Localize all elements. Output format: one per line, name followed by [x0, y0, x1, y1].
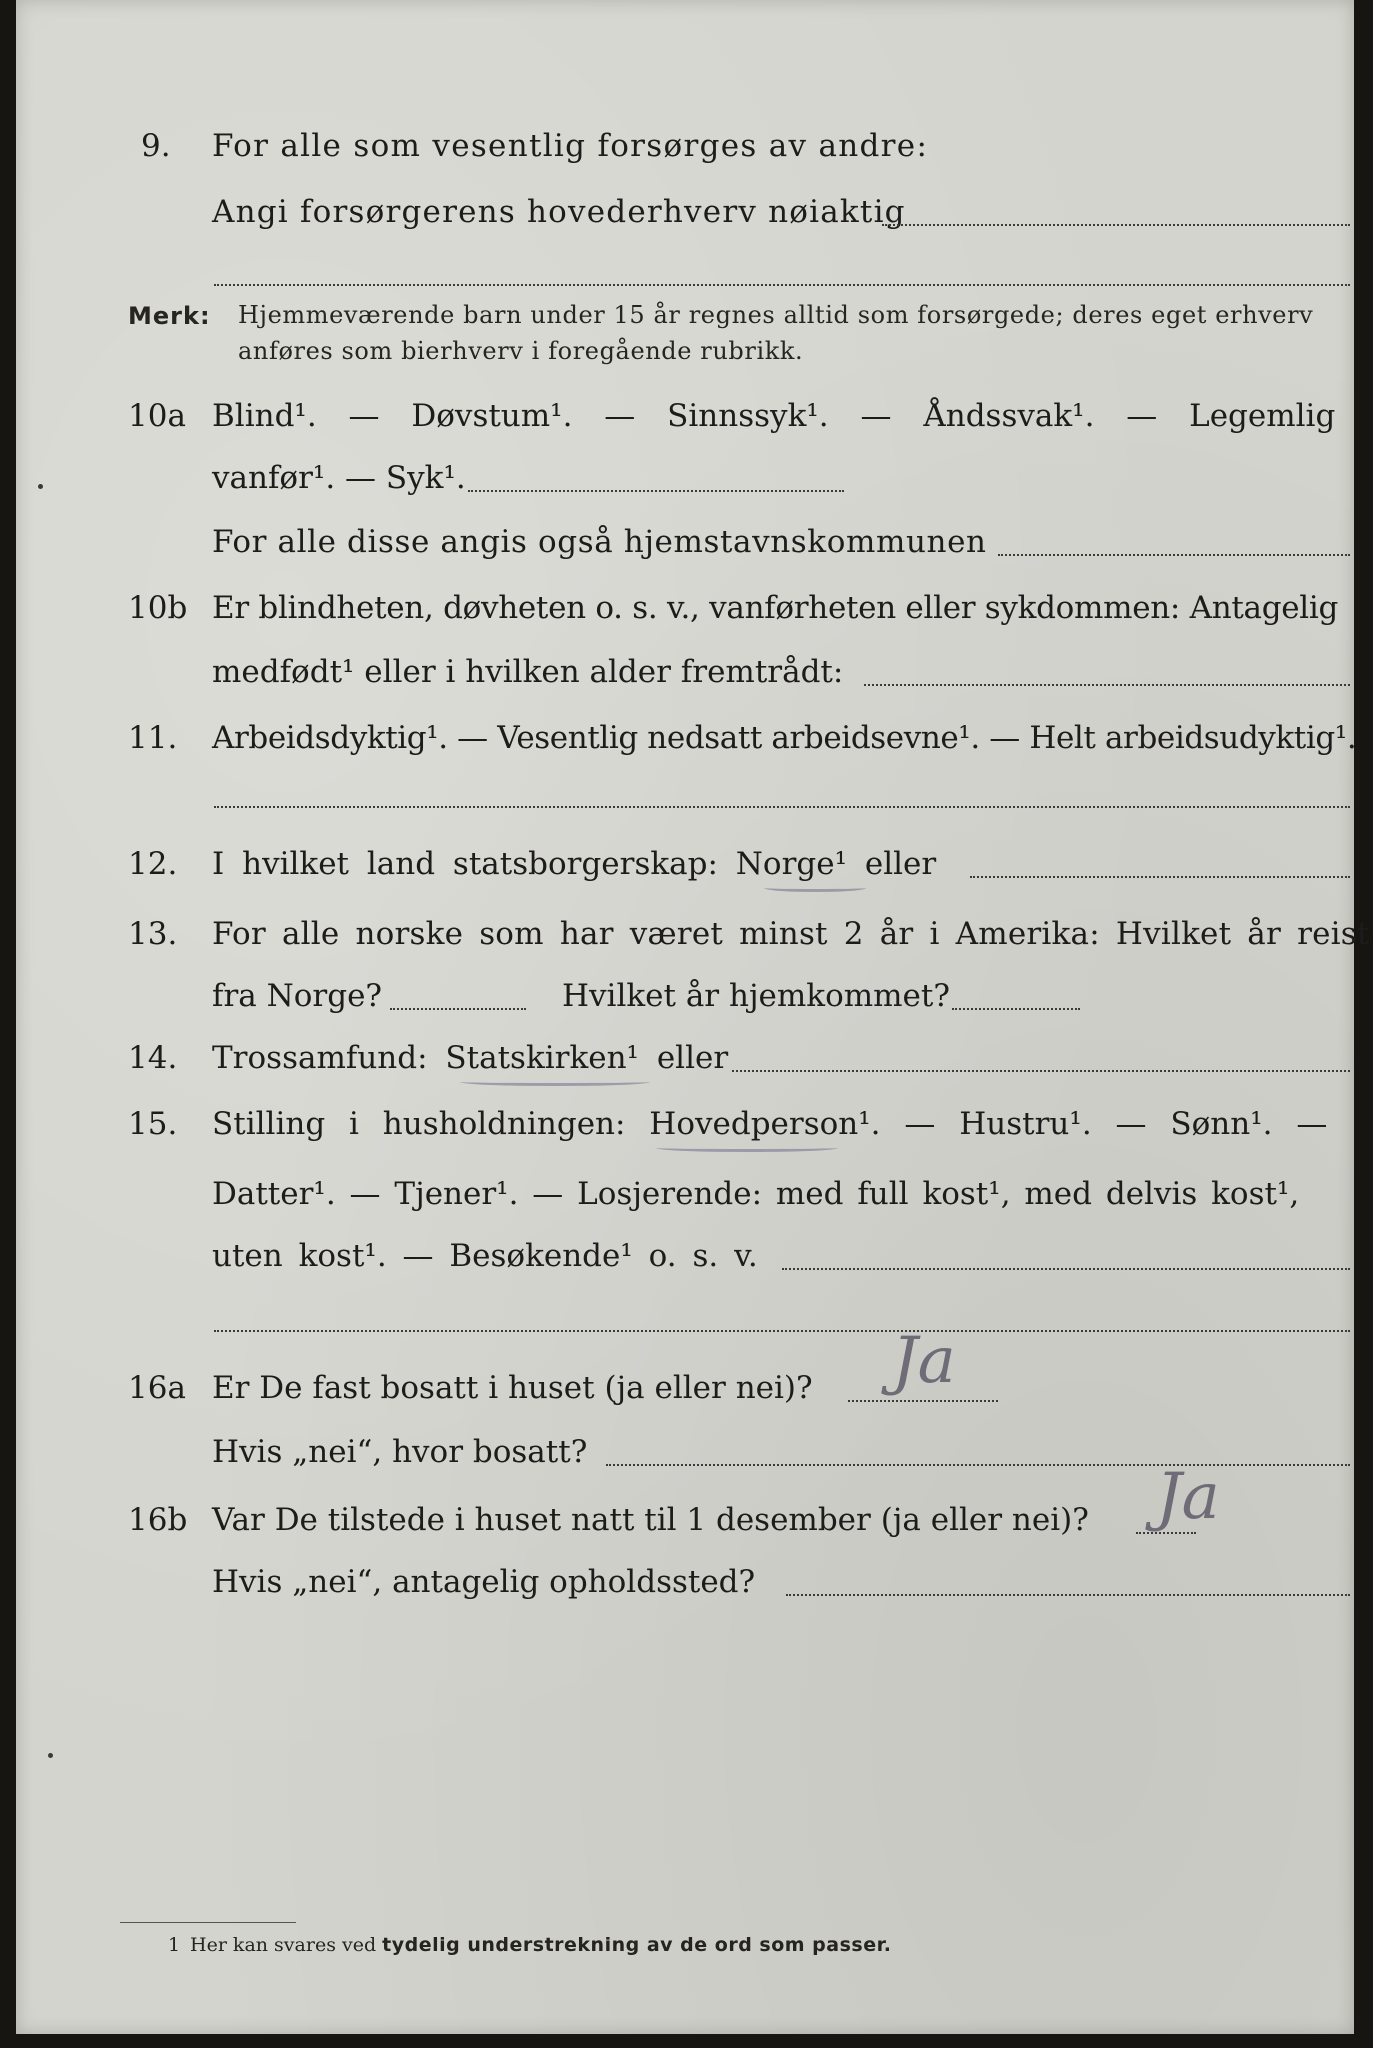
- merk-line2: anføres som bierhverv i foregående rubrikk.: [238, 337, 804, 365]
- q11-answer-line[interactable]: [214, 806, 1350, 808]
- q15-line2: Datter¹. — Tjener¹. — Losjerende: med full kost¹, med delvis kost¹,: [212, 1176, 1300, 1212]
- q11-line1: Arbeidsdyktig¹. — Vesentlig nedsatt arbeidsevne¹. — Helt arbeidsudyktig¹.: [212, 720, 1357, 756]
- q10a-line3: For alle disse angis også hjemstavnskommunen: [212, 524, 987, 560]
- q16a-handwritten-answer: Ja: [892, 1324, 956, 1398]
- q15-number: 15.: [128, 1106, 178, 1142]
- q16b-handwritten-answer: Ja: [1156, 1460, 1220, 1534]
- q16a-line1: Er De fast bosatt i huset (ja eller nei)?: [212, 1370, 813, 1406]
- merk-line1: Hjemmeværende barn under 15 år regnes alltid som forsørgede; deres eget erhverv: [238, 301, 1314, 329]
- q9-answer-line-2[interactable]: [214, 284, 1350, 286]
- q10b-line1: Er blindheten, døvheten o. s. v., vanførheten eller sykdommen: Antagelig: [212, 590, 1339, 626]
- q14-line1: Trossamfund: Statskirken¹ eller: [212, 1040, 729, 1076]
- margin-speck: [38, 484, 43, 489]
- q15-answer-line-2[interactable]: [214, 1330, 1350, 1332]
- q14-number: 14.: [128, 1040, 178, 1076]
- q10a-number: 10a: [128, 398, 186, 434]
- q9-line1: For alle som vesentlig forsørges av andre:: [212, 128, 929, 164]
- q15-line1: Stilling i husholdningen: Hovedperson¹. — Hustru¹. — Sønn¹. —: [212, 1106, 1328, 1142]
- q11-number: 11.: [128, 720, 178, 756]
- q10b-number: 10b: [128, 590, 188, 626]
- q10a-hjemstavn-answer-line[interactable]: [998, 554, 1350, 556]
- q16b-line2: Hvis „nei“, antagelig opholdssted?: [212, 1564, 756, 1600]
- margin-speck: [48, 1753, 53, 1758]
- q16a-line2: Hvis „nei“, hvor bosatt?: [212, 1434, 588, 1470]
- q9-line2: Angi forsørgerens hovederhverv nøiaktig: [212, 194, 906, 230]
- q10b-line2: medfødt¹ eller i hvilken alder fremtrådt:: [212, 654, 844, 690]
- q13-line1: For alle norske som har været minst 2 år i Amerika: Hvilket år reist: [212, 916, 1370, 952]
- footnote-text-bold: tydelig understrekning av de ord som passer.: [382, 1934, 892, 1956]
- q12-line1: I hvilket land statsborgerskap: Norge¹ eller: [212, 846, 937, 882]
- q10a-line1: Blind¹. — Døvstum¹. — Sinnssyk¹. — Åndssvak¹. — Legemlig: [212, 398, 1336, 434]
- q16b-line1: Var De tilstede i huset natt til 1 desember (ja eller nei)?: [212, 1502, 1089, 1538]
- q13-reist-answer-line[interactable]: [390, 1008, 526, 1010]
- q13-line2b: Hvilket år hjemkommet?: [562, 978, 950, 1014]
- q9-answer-line[interactable]: [882, 224, 1350, 226]
- q13-hjemkommet-answer-line[interactable]: [952, 1008, 1080, 1010]
- footnote-text-plain: Her kan svares ved: [190, 1934, 377, 1956]
- merk-label: Merk:: [128, 302, 211, 330]
- census-form-page: [16, 0, 1370, 2034]
- q13-number: 13.: [128, 916, 178, 952]
- q10b-answer-line[interactable]: [864, 684, 1350, 686]
- q15-answer-line[interactable]: [782, 1268, 1350, 1270]
- q13-line2a: fra Norge?: [212, 978, 383, 1014]
- footnote-text: [190, 1934, 891, 1956]
- q10a-line2: vanfør¹. — Syk¹.: [212, 460, 466, 496]
- q16a-bosatt-answer-line[interactable]: [606, 1464, 1350, 1466]
- q14-statskirken-underline: [460, 1078, 650, 1086]
- q15-hovedperson-underline: [656, 1144, 838, 1152]
- q9-number: 9.: [141, 128, 171, 164]
- q12-number: 12.: [128, 846, 178, 882]
- footnote-rule: [120, 1922, 296, 1923]
- q12-answer-line[interactable]: [970, 876, 1350, 878]
- q15-line3: uten kost¹. — Besøkende¹ o. s. v.: [212, 1238, 758, 1274]
- q10a-syk-answer-line[interactable]: [468, 490, 844, 492]
- q16b-number: 16b: [128, 1502, 188, 1538]
- footnote-mark: 1: [168, 1934, 181, 1956]
- q12-norge-underline: [764, 884, 866, 892]
- q16a-answer-line[interactable]: [848, 1400, 998, 1402]
- q16a-number: 16a: [128, 1370, 186, 1406]
- q14-answer-line[interactable]: [732, 1070, 1350, 1072]
- q16b-opholdssted-answer-line[interactable]: [786, 1594, 1350, 1596]
